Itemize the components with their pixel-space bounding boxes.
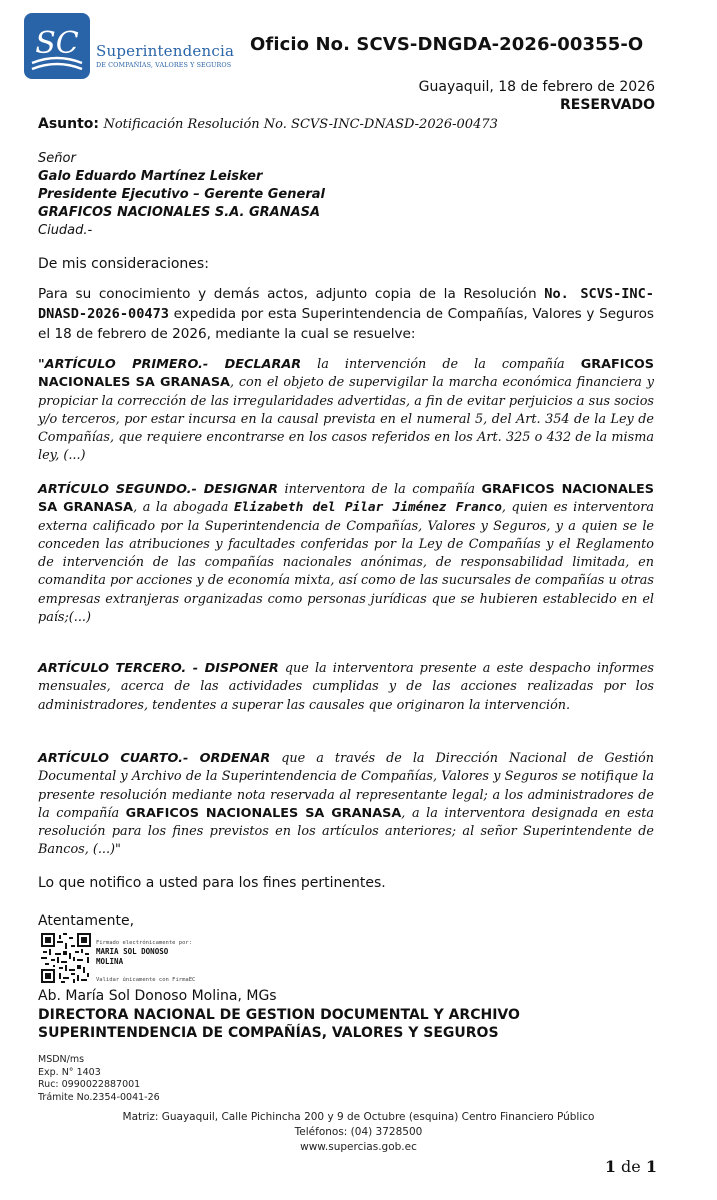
article-cuarto	[38, 750, 654, 860]
article-text: , a la interventora designada en esta resolución para los fines previstos en los artículos anteriores; al señor Superintendente de Bancos, (...)"	[38, 805, 654, 858]
article-title: ARTÍCULO TERCERO. - DISPONER	[38, 661, 279, 676]
subject-label: Asunto:	[38, 116, 100, 132]
brand-sub: DE COMPAÑÍAS, VALORES Y SEGUROS	[96, 61, 232, 69]
page-total: 1	[645, 1157, 657, 1176]
article-tercero	[38, 660, 654, 715]
interventora-name: Elizabeth del Pilar Jiménez Franco	[233, 500, 502, 516]
logo	[24, 13, 90, 79]
brand-main: Superintendencia	[96, 42, 235, 60]
company-name: GRAFICOS NACIONALES SA GRANASA	[38, 482, 654, 516]
page-number	[605, 1157, 657, 1176]
subject-text: Notificación Resolución No. SCVS-INC-DNASD-2026-00473	[103, 117, 498, 132]
signer-title: DIRECTORA NACIONAL DE GESTION DOCUMENTAL Y ARCHIVO	[38, 1007, 520, 1023]
addressee-block	[38, 150, 325, 240]
ref-ruc: Ruc: 0990022887001	[38, 1079, 141, 1090]
signer-institution: SUPERINTENDENCIA DE COMPAÑÍAS, VALORES Y SEGUROS	[38, 1025, 499, 1041]
article-segundo	[38, 481, 654, 627]
company-name: GRAFICOS NACIONALES SA GRANASA	[125, 805, 402, 821]
valediction: Atentamente,	[38, 913, 135, 929]
ref-tramite: Trámite No.2354-0041-26	[38, 1091, 160, 1103]
footer-phones: Teléfonos: (04) 3728500	[294, 1126, 423, 1138]
ref-exp: Exp. N° 1403	[38, 1066, 101, 1078]
signer-name: Ab. María Sol Donoso Molina, MGs	[38, 988, 277, 1004]
article-text: interventora de la compañía	[278, 482, 482, 497]
article-text: la intervención de la compañía	[301, 357, 581, 372]
intro-text-a: Para su conocimiento y demás actos, adjunto copia de la Resolución	[38, 286, 545, 302]
article-primero	[38, 356, 654, 466]
e-signature-name	[96, 947, 168, 967]
qr-code-graphic	[41, 933, 91, 983]
page-sep: de	[615, 1157, 646, 1176]
addressee-salutation: Señor	[38, 151, 76, 166]
footer-address: Matriz: Guayaquil, Calle Pichincha 200 y 9 de Octubre (esquina) Centro Financiero Público	[122, 1111, 595, 1123]
addressee-city: Ciudad.-	[38, 223, 93, 238]
article-text: , con el objeto de supervigilar la marcha económica financiera y propiciar la corrección de las irregularidades advertidas, a fin de evitar perjuicios a sus socios y/o terceros, por estar incursa en la causal prevista en el numeral 5, del Art. 354 de la Ley de Compañías, que requiere encontrarse en los casos referidos en los Art. 325 o 432 de la misma ley, (...)	[38, 375, 654, 464]
article-text: que a través de la Dirección Nacional de Gestión Documental y Archivo de la Superintendencia de Compañías, Valores y Seguros se notifique la presente resolución mediante nota reservada al representante legal; a los administradores de la compañía	[38, 751, 654, 821]
company-name: GRAFICOS NACIONALES SA GRANASA	[38, 357, 654, 391]
resolution-number: No. SCVS-INC-DNASD-2026-00473	[38, 286, 654, 322]
article-title: ARTÍCULO SEGUNDO.- DESIGNAR	[38, 482, 279, 497]
addressee-position: Presidente Ejecutivo – Gerente General	[38, 187, 325, 202]
addressee-name: Galo Eduardo Martínez Leisker	[38, 169, 263, 184]
article-title: ARTÍCULO CUARTO.- ORDENAR	[38, 751, 271, 766]
page-footer	[0, 1110, 717, 1155]
article-text: , quien es interventora externa calificado por la Superintendencia de Compañías, Valores y Seguros, y a quien se le conceden las atribuciones y facultades conferidas por la Ley de Compañías y el Reglamento de intervención de las compañías nacionales anónimas, de responsabilidad limitada, en comandita por acciones y de economía mixta, así como de las sucursales de compañías u otras empresas extranjeras organizadas como personas jurídicas que se hubieren establecido en el país;(...)	[38, 500, 654, 626]
oficio-number: Oficio No. SCVS-DNGDA-2026-00355-O	[250, 34, 644, 55]
closing-line: Lo que notifico a usted para los fines pertinentes.	[38, 875, 386, 891]
e-signature-validation: Validar únicamente con FirmaEC	[96, 977, 196, 983]
article-text: , a la abogada	[133, 500, 234, 516]
greeting: De mis consideraciones:	[38, 256, 209, 272]
page-current: 1	[604, 1157, 616, 1176]
e-signature-note: Firmado electrónicamente por:	[96, 940, 193, 946]
article-title: "ARTÍCULO PRIMERO.- DECLARAR	[38, 357, 302, 372]
intro-text-b: expedida por esta Superintendencia de Compañías, Valores y Seguros el 18 de febrero de 2026, mediante la cual se resuelve:	[38, 306, 654, 342]
subject-line	[38, 116, 498, 132]
qr-code	[41, 933, 91, 983]
sc-logo-mark	[24, 13, 90, 79]
brand-wordmark	[96, 42, 234, 69]
intro-paragraph	[38, 284, 654, 344]
reference-block	[38, 1054, 160, 1104]
ref-initials: MSDN/ms	[38, 1054, 85, 1065]
addressee-company: GRAFICOS NACIONALES S.A. GRANASA	[38, 205, 321, 220]
city-date: Guayaquil, 18 de febrero de 2026	[418, 79, 655, 95]
svg-text:SC: SC	[35, 26, 79, 61]
footer-web: www.supercias.gob.ec	[300, 1141, 417, 1153]
article-text: que la interventora presente a este despacho informes mensuales, acerca de las actividades cumplidas y de las acciones realizadas por los administradores, tendentes a superar las causales que originaron la intervención.	[38, 661, 654, 713]
e-signature-name-line1: MARIA SOL DONOSO	[96, 947, 169, 956]
classification: RESERVADO	[559, 97, 655, 113]
e-signature-name-line2: MOLINA	[96, 957, 124, 966]
